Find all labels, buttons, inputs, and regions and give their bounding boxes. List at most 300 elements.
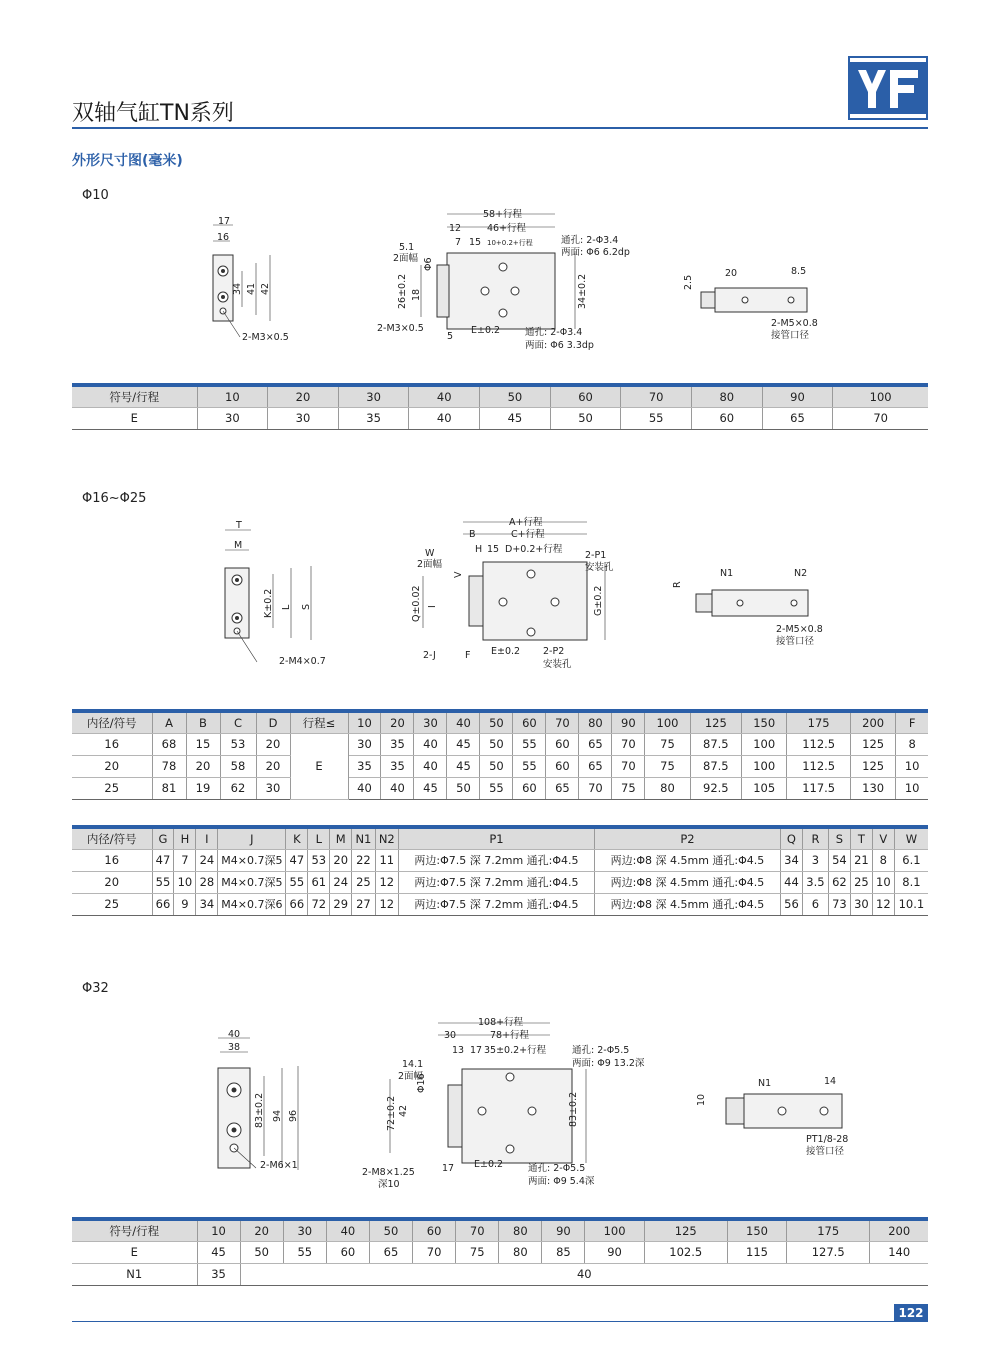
p32f-d3: PT1/8-28 (806, 1134, 849, 1145)
phi16-side-view (205, 518, 335, 668)
table-cell: 140 (870, 1241, 928, 1263)
table-cell: 16 (72, 733, 152, 755)
table-cell: 60 (546, 755, 579, 777)
table-cell: 55 (283, 1241, 326, 1263)
p16t-d9: 2-P1 (585, 550, 607, 561)
p16t-d4: 15 (487, 544, 500, 555)
table-cell: 75 (612, 777, 645, 799)
p16t-d11: Q±0.02 (411, 585, 422, 622)
table-cell: 40 (381, 777, 414, 799)
phi32-top-view (360, 1013, 660, 1193)
table-phi32-stroke (72, 1217, 928, 1286)
table-cell: 25 (352, 871, 375, 893)
p32t-d12: 通孔: 2-Φ5.5 (572, 1045, 630, 1056)
table-cell: 60 (326, 1241, 369, 1263)
table-cell: N1 (72, 1263, 197, 1285)
p16t-d16: E±0.2 (491, 646, 521, 657)
table-header-cell: G (152, 827, 174, 849)
table-cell: 10 (174, 871, 196, 893)
table-header-cell: 30 (414, 711, 447, 733)
table-header-cell: 内径/符号 (72, 827, 152, 849)
table-cell: 70 (413, 1241, 456, 1263)
table-header-cell: 符号/行程 (72, 385, 197, 407)
table-header-cell: 20 (381, 711, 414, 733)
table-cell: 62 (828, 871, 850, 893)
p32t-d8: Φ16 (416, 1073, 427, 1093)
table-cell: 24 (330, 871, 352, 893)
yf-logo (848, 56, 928, 120)
table-cell: 100 (742, 755, 787, 777)
table-cell: 70 (579, 777, 612, 799)
p32t-d0: 108+行程 (478, 1017, 524, 1028)
table-header-cell: 20 (240, 1219, 283, 1241)
table-cell: 45 (197, 1241, 240, 1263)
table-header-cell: 125 (690, 711, 741, 733)
table-header-cell: 60 (413, 1219, 456, 1241)
table-header-cell: L (308, 827, 330, 849)
dimension-subtitle: 外形尺寸图(毫米) (72, 153, 183, 169)
table-header-cell: 150 (742, 711, 787, 733)
table-cell: 72 (308, 893, 330, 915)
table-header-cell: 100 (833, 385, 928, 407)
table-cell: 55 (152, 871, 174, 893)
table-cell: 10 (896, 777, 928, 799)
p16s-d2: K±0.2 (263, 588, 274, 618)
table-cell: 20 (72, 755, 152, 777)
table-header-cell: 175 (787, 1219, 870, 1241)
table-cell: 50 (550, 407, 621, 429)
table-cell: 40 (409, 407, 480, 429)
p10t-d2: 46+行程 (487, 223, 527, 234)
table-cell: 35 (348, 755, 381, 777)
p32s-d2: 83±0.2 (254, 1092, 265, 1128)
table-cell: 53 (220, 733, 256, 755)
table-header-cell: 60 (513, 711, 546, 733)
table-header-cell: H (174, 827, 196, 849)
p10t-d12: 2-M3×0.5 (377, 323, 424, 334)
table-cell: 35 (197, 1263, 240, 1285)
p16t-d5: D+0.2+行程 (505, 544, 563, 555)
table-cell: 58 (220, 755, 256, 777)
p16f-d4: 接管口径 (776, 636, 815, 647)
table-cell: 40 (414, 733, 447, 755)
table-cell: 45 (414, 777, 447, 799)
table-header-cell: B (186, 711, 220, 733)
table-header-cell: 80 (691, 385, 762, 407)
phi32-side-view (200, 1028, 320, 1178)
table-cell: 30 (850, 893, 872, 915)
table-cell: 105 (742, 777, 787, 799)
table-header-cell: 50 (480, 385, 551, 407)
section-label-phi32: Φ32 (82, 981, 109, 996)
table-header-cell: 150 (727, 1219, 786, 1241)
table-cell: 20 (256, 755, 290, 777)
p10t-d18: 两面: Φ6 3.3dp (525, 340, 594, 351)
table-header-cell: 100 (585, 1219, 644, 1241)
p32t-d9: 72±0.2 (386, 1095, 397, 1131)
p10t-d8: Φ6 (423, 257, 434, 271)
p10t-d11: 34±0.2 (577, 273, 588, 309)
table-cell: 22 (352, 849, 375, 871)
table-cell: 6 (802, 893, 828, 915)
p16t-d0: A+行程 (509, 517, 543, 528)
p32t-d4: 17 (470, 1045, 483, 1056)
table-cell: 40 (414, 755, 447, 777)
table-cell: 55 (480, 777, 513, 799)
p16s-d4: S (301, 603, 312, 610)
p32t-d5: 35±0.2+行程 (484, 1045, 547, 1056)
table-header-cell: 10 (197, 1219, 240, 1241)
p32t-d6: 14.1 (402, 1059, 424, 1070)
p10t-d16: 两面: Φ6 6.2dp (561, 247, 630, 258)
table-cell: 8.1 (894, 871, 928, 893)
table-cell: 20 (330, 849, 352, 871)
table-header-cell: 内径/符号 (72, 711, 152, 733)
table-cell: 92.5 (690, 777, 741, 799)
table-cell: 24 (196, 849, 218, 871)
table-cell: 12 (375, 893, 398, 915)
table-header-cell: P1 (398, 827, 594, 849)
p32f-d0: 10 (696, 1093, 707, 1106)
phi16-top-view (405, 512, 645, 672)
table-cell: 102.5 (644, 1241, 727, 1263)
table-header-cell: D (256, 711, 290, 733)
table-cell: 85 (542, 1241, 585, 1263)
table-cell: 20 (186, 755, 220, 777)
table-cell: 112.5 (787, 755, 851, 777)
table-header-cell: M (330, 827, 352, 849)
table-cell: 117.5 (787, 777, 851, 799)
p10s-d3: 41 (246, 282, 257, 295)
table-header-cell: P2 (594, 827, 780, 849)
table-cell: 20 (256, 733, 290, 755)
table-cell: 15 (186, 733, 220, 755)
p10t-d9: 26±0.2 (397, 273, 408, 309)
table-header-cell: 10 (348, 711, 381, 733)
p32t-d3: 13 (452, 1045, 465, 1056)
p16t-d13: G±0.2 (593, 585, 604, 616)
table-cell: 66 (152, 893, 174, 915)
table-header-cell: 200 (851, 711, 896, 733)
p10f-d4: 接管口径 (771, 330, 810, 341)
p16t-d12: I (427, 605, 438, 608)
p10t-d4: 15 (469, 237, 482, 248)
page-number: 122 (894, 1304, 928, 1322)
table-header-cell: 40 (326, 1219, 369, 1241)
table-header-cell: 90 (542, 1219, 585, 1241)
p16s-d0: T (236, 520, 242, 531)
p32t-d17: E±0.2 (474, 1159, 504, 1170)
p16t-d10: 安装孔 (585, 562, 614, 573)
table-cell: 56 (780, 893, 802, 915)
table-cell: 27 (352, 893, 375, 915)
p10t-d7: 2面幅 (393, 253, 419, 264)
table-cell: 两边:Φ7.5 深 7.2mm 通孔:Φ4.5 (398, 871, 594, 893)
table-cell: 65 (579, 733, 612, 755)
table-header-cell: 行程≤ (290, 711, 348, 733)
table-cell: 8 (896, 733, 928, 755)
table-cell: 25 (72, 893, 152, 915)
p10s-d0: 17 (218, 216, 231, 227)
p10f-d0: 2.5 (683, 274, 694, 290)
table-header-cell: K (286, 827, 308, 849)
p32s-d5: 2-M6×1 (260, 1160, 298, 1171)
table-header-cell: I (196, 827, 218, 849)
phi10-front-view (675, 262, 825, 342)
table-cell: 53 (308, 849, 330, 871)
table-cell: 87.5 (690, 755, 741, 777)
table-cell: 3.5 (802, 871, 828, 893)
table-cell: 30 (348, 733, 381, 755)
table-cell: 两边:Φ8 深 4.5mm 通孔:Φ4.5 (594, 893, 780, 915)
table-cell: 25 (850, 871, 872, 893)
table-phi16-25-b (72, 825, 928, 916)
table-cell: 45 (447, 755, 480, 777)
table-cell: 19 (186, 777, 220, 799)
table-cell: 21 (850, 849, 872, 871)
table-header-cell: N1 (352, 827, 375, 849)
table-cell: 80 (645, 777, 690, 799)
p16t-d14: 2-J (423, 650, 436, 661)
table-cell: 100 (742, 733, 787, 755)
table-cell: 44 (780, 871, 802, 893)
table-cell: 两边:Φ8 深 4.5mm 通孔:Φ4.5 (594, 871, 780, 893)
table-cell: 60 (513, 777, 546, 799)
p10s-d4: 42 (260, 282, 271, 295)
table-header-cell: 200 (870, 1219, 928, 1241)
table-header-cell: 60 (550, 385, 621, 407)
p16t-d7: 2面幅 (417, 559, 443, 570)
table-cell: 30 (268, 407, 339, 429)
table-cell: 28 (196, 871, 218, 893)
p32t-d19: 两面: Φ9 5.4深 (528, 1176, 595, 1187)
table-header-cell: 80 (499, 1219, 542, 1241)
table-cell: 73 (828, 893, 850, 915)
p16t-d1: B (469, 529, 476, 540)
table-cell: 55 (621, 407, 692, 429)
p10t-d0: 58+行程 (483, 209, 523, 220)
p10t-d5: 10+0.2+行程 (487, 239, 533, 247)
table-cell: 62 (220, 777, 256, 799)
p10s-d1: 16 (217, 232, 230, 243)
p16t-d8: V (453, 571, 464, 578)
table-header-cell: 80 (579, 711, 612, 733)
table-cell: M4×0.7深5 (218, 849, 286, 871)
table-cell: 9 (174, 893, 196, 915)
table-cell: 130 (851, 777, 896, 799)
table-cell: 54 (828, 849, 850, 871)
table-header-cell: 90 (612, 711, 645, 733)
table-cell: 50 (480, 733, 513, 755)
table-cell: 45 (447, 733, 480, 755)
table-cell: M4×0.7深5 (218, 871, 286, 893)
table-cell: 78 (152, 755, 186, 777)
table-cell: 两边:Φ7.5 深 7.2mm 通孔:Φ4.5 (398, 849, 594, 871)
table-cell: 25 (72, 777, 152, 799)
p32f-d4: 接管口径 (806, 1146, 845, 1157)
table-cell: 65 (762, 407, 833, 429)
phi16-front-view (668, 562, 838, 652)
table-cell: 90 (585, 1241, 644, 1263)
table-cell: 6.1 (894, 849, 928, 871)
table-header-cell: S (828, 827, 850, 849)
table-cell: 61 (308, 871, 330, 893)
p32f-d2: 14 (824, 1076, 837, 1087)
p16s-d1: M (234, 540, 243, 551)
table-cell: 112.5 (787, 733, 851, 755)
table-cell: 35 (338, 407, 409, 429)
table-cell: 47 (152, 849, 174, 871)
table-cell: 7 (174, 849, 196, 871)
table-cell: 81 (152, 777, 186, 799)
table-header-cell: W (894, 827, 928, 849)
p10s-d2: 34 (232, 282, 243, 295)
table-cell: 75 (456, 1241, 499, 1263)
table-cell: 12 (375, 871, 398, 893)
footer-rule (72, 1321, 928, 1322)
table-cell: 34 (780, 849, 802, 871)
p10t-d14: E±0.2 (471, 325, 501, 336)
table-header-cell: 125 (644, 1219, 727, 1241)
table-header-cell: J (218, 827, 286, 849)
table-header-cell: 175 (787, 711, 851, 733)
table-cell: 75 (645, 755, 690, 777)
table-cell: 两边:Φ7.5 深 7.2mm 通孔:Φ4.5 (398, 893, 594, 915)
p10f-d3: 2-M5×0.8 (771, 318, 818, 329)
table-cell: 40 (240, 1263, 928, 1285)
p10s-d5: 2-M3×0.5 (242, 332, 289, 343)
header-rule (72, 127, 928, 129)
p16t-d17: 2-P2 (543, 646, 565, 657)
p32t-d10: 42 (398, 1104, 409, 1117)
table-header-cell: V (872, 827, 894, 849)
phi10-top-view (375, 205, 645, 355)
p16t-d3: H (475, 544, 483, 555)
table-cell: 125 (851, 733, 896, 755)
section-label-phi10: Φ10 (82, 188, 109, 203)
table-cell: 40 (348, 777, 381, 799)
table-cell: 87.5 (690, 733, 741, 755)
table-cell: 60 (691, 407, 762, 429)
table-cell: E (72, 407, 197, 429)
table-cell: 10 (872, 871, 894, 893)
table-header-cell: 100 (645, 711, 690, 733)
section-label-phi16-25: Φ16~Φ25 (82, 491, 147, 506)
table-cell: 127.5 (787, 1241, 870, 1263)
p10f-d1: 20 (725, 268, 738, 279)
table-header-cell: T (850, 827, 872, 849)
table-cell: 12 (872, 893, 894, 915)
table-cell: 50 (480, 755, 513, 777)
p10t-d10: 18 (411, 288, 422, 301)
table-cell: 11 (375, 849, 398, 871)
table-cell: 47 (286, 849, 308, 871)
p32s-d0: 40 (228, 1029, 241, 1040)
p16s-d3: L (281, 604, 292, 610)
p16f-d2: N2 (794, 568, 808, 579)
table-cell: 125 (851, 755, 896, 777)
p32t-d13: 两面: Φ9 13.2深 (572, 1058, 645, 1069)
table-cell: 65 (579, 755, 612, 777)
table-header-cell: A (152, 711, 186, 733)
table-header-cell: 符号/行程 (72, 1219, 197, 1241)
table-cell: 80 (499, 1241, 542, 1263)
table-cell: 65 (369, 1241, 412, 1263)
p10t-d15: 通孔: 2-Φ3.4 (561, 235, 619, 246)
table-header-cell: 10 (197, 385, 268, 407)
table-cell: 70 (612, 733, 645, 755)
p32t-d14: 2-M8×1.25 (362, 1167, 415, 1178)
table-cell: 30 (256, 777, 290, 799)
p32t-d11: 83±0.2 (568, 1091, 579, 1127)
p10t-d6: 5.1 (399, 242, 415, 253)
table-cell: 29 (330, 893, 352, 915)
phi10-side-view (200, 215, 310, 345)
table-cell: 两边:Φ8 深 4.5mm 通孔:Φ4.5 (594, 849, 780, 871)
p10f-d2: 8.5 (791, 266, 807, 277)
table-cell: 75 (645, 733, 690, 755)
p10t-d17: 通孔: 2-Φ3.4 (525, 327, 583, 338)
p32t-d7: 2面幅 (398, 1071, 424, 1082)
table-header-cell: 40 (447, 711, 480, 733)
table-cell: 34 (196, 893, 218, 915)
p10t-d1: 12 (449, 223, 462, 234)
p32t-d2: 78+行程 (490, 1030, 530, 1041)
table-cell: 68 (152, 733, 186, 755)
table-cell: 55 (286, 871, 308, 893)
table-header-cell: 50 (480, 711, 513, 733)
p32t-d15: 深10 (378, 1179, 400, 1190)
table-cell: 8 (872, 849, 894, 871)
table-header-cell: R (802, 827, 828, 849)
p10t-d3: 7 (455, 237, 462, 248)
p16f-d3: 2-M5×0.8 (776, 624, 823, 635)
p32t-d18: 通孔: 2-Φ5.5 (528, 1163, 586, 1174)
table-cell: 55 (513, 733, 546, 755)
p16f-d1: N1 (720, 568, 734, 579)
table-cell: 50 (240, 1241, 283, 1263)
table-header-cell: 20 (268, 385, 339, 407)
table-cell: 10.1 (894, 893, 928, 915)
table-header-cell: C (220, 711, 256, 733)
table-cell: 66 (286, 893, 308, 915)
table-cell: 16 (72, 849, 152, 871)
p32t-d16: 17 (442, 1163, 455, 1174)
table-cell: 65 (546, 777, 579, 799)
table-cell: 3 (802, 849, 828, 871)
table-cell: 35 (381, 733, 414, 755)
table-cell: 35 (381, 755, 414, 777)
table-cell: 30 (197, 407, 268, 429)
table-cell: 60 (546, 733, 579, 755)
p16t-d2: C+行程 (511, 529, 545, 540)
p16t-d15: F (465, 650, 471, 661)
table-header-cell: 30 (283, 1219, 326, 1241)
table-cell: 55 (513, 755, 546, 777)
table-cell: 20 (72, 871, 152, 893)
p16t-d18: 安装孔 (543, 659, 572, 670)
table-cell: M4×0.7深6 (218, 893, 286, 915)
stroke-e-label: E (290, 733, 348, 799)
table-header-cell: 70 (546, 711, 579, 733)
page-title: 双轴气缸TN系列 (72, 101, 234, 126)
p16t-d6: W (425, 548, 435, 559)
table-cell: 115 (727, 1241, 786, 1263)
table-phi10-stroke (72, 383, 928, 430)
table-header-cell: 40 (409, 385, 480, 407)
p16s-d5: 2-M4×0.7 (279, 656, 326, 667)
p32s-d4: 96 (288, 1109, 299, 1122)
